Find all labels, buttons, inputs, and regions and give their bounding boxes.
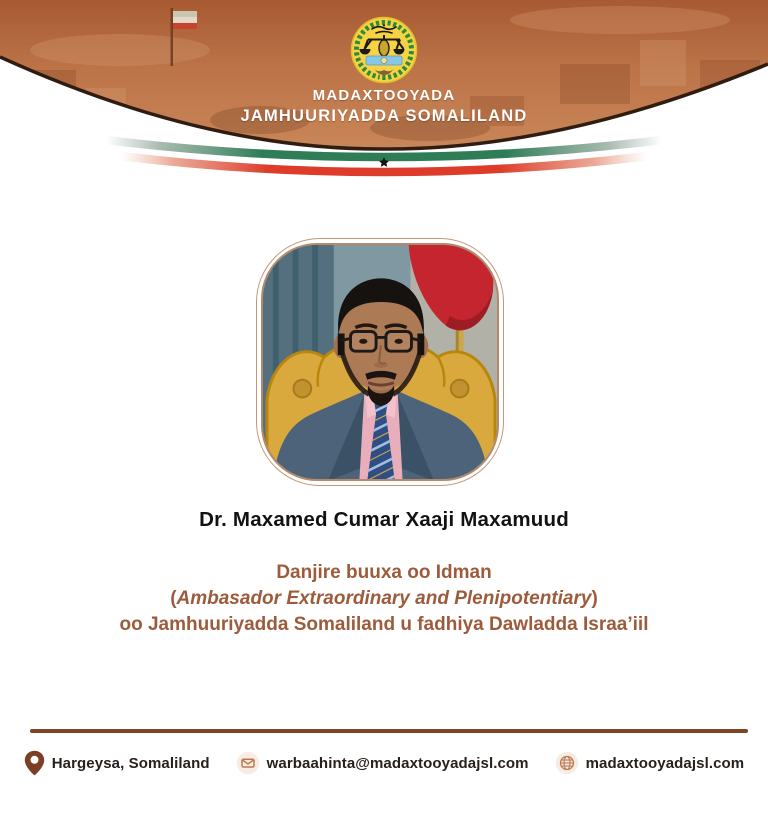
footer-location: [24, 750, 210, 776]
somaliland-emblem-icon: [350, 16, 418, 84]
footer-email: [236, 751, 529, 775]
role-line3: oo Jamhuuriyadda Somaliland u fadhiya Dawladda Israa’iil: [119, 614, 649, 635]
portrait-photo: [261, 243, 499, 481]
footer-divider: [30, 729, 748, 733]
role-line1: Danjire buuxa oo Idman: [276, 562, 492, 583]
map-pin-icon: [24, 750, 45, 776]
footer-location-text: Hargeysa, Somaliland: [51, 754, 210, 772]
footer-website: [555, 751, 745, 775]
role-line2: (Ambasador Extraordinary and Plenipotentiary): [170, 588, 598, 609]
globe-icon: [555, 751, 579, 775]
org-title-line2: JAMHUURIYADDA SOMALILAND: [240, 106, 528, 125]
footer-email-text: warbaahinta@madaxtooyadajsl.com: [266, 754, 529, 772]
footer-contact-bar: [0, 735, 768, 791]
footer-website-text: madaxtooyadajsl.com: [585, 754, 745, 772]
role-description: [0, 560, 768, 638]
portrait-frame: [256, 238, 504, 486]
envelope-icon: [236, 751, 260, 775]
org-title-line1: MADAXTOOYADA: [312, 87, 456, 104]
org-title: [0, 87, 768, 126]
person-name: Dr. Maxamed Cumar Xaaji Maxamuud: [199, 508, 569, 531]
